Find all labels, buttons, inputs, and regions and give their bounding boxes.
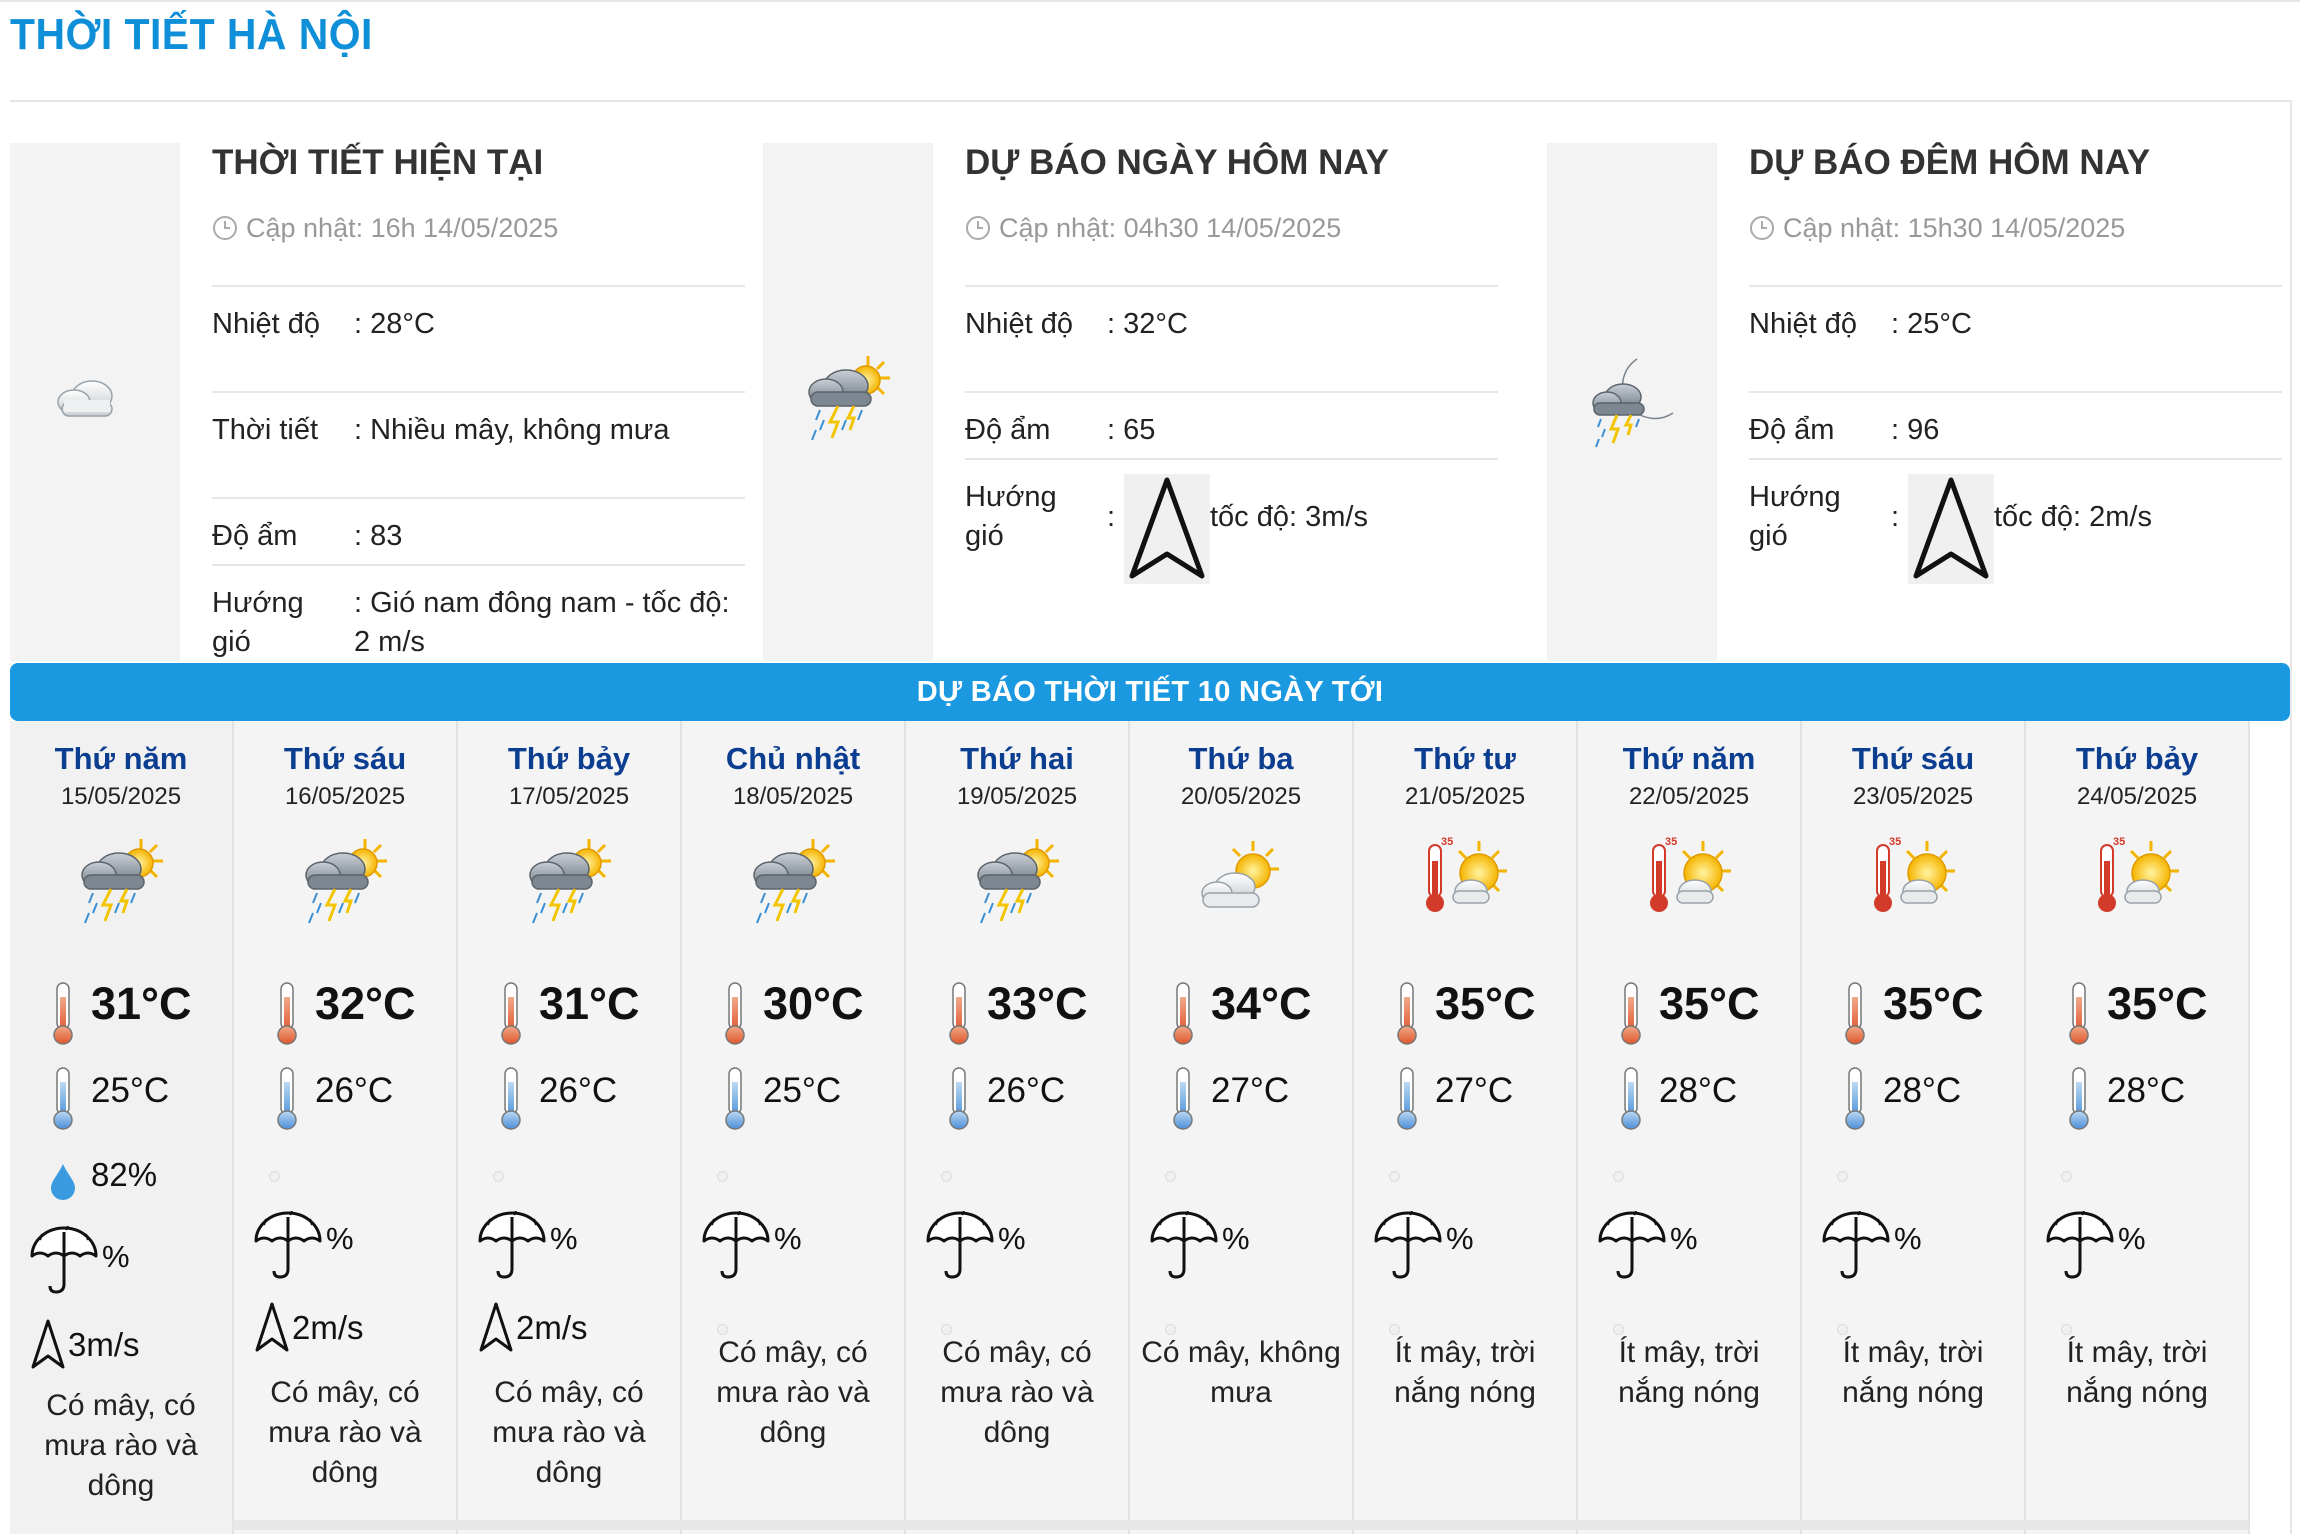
thermometer-high-icon bbox=[272, 981, 302, 1052]
page-title: THỜI TIẾT HÀ NỘI bbox=[10, 10, 373, 59]
svg-text:35: 35 bbox=[1889, 836, 1902, 848]
forecast-min-temp: 27°C bbox=[1211, 1071, 1290, 1110]
clock-icon bbox=[212, 215, 238, 241]
current-weather-card bbox=[10, 143, 745, 661]
forecast-max-temp: 35°C bbox=[1435, 978, 1536, 1029]
humidity-value: : 65 bbox=[1107, 414, 1156, 446]
forecast-date: 24/05/2025 bbox=[2076, 783, 2198, 810]
forecast-min-temp: 25°C bbox=[91, 1071, 170, 1110]
card-title: DỰ BÁO ĐÊM HÔM NAY bbox=[1749, 143, 2151, 182]
wind-row bbox=[965, 458, 1498, 600]
umbrella-icon bbox=[1372, 1211, 1444, 1286]
wind-direction-arrow-icon bbox=[1124, 474, 1210, 584]
forecast-day-column bbox=[682, 721, 906, 1534]
ten-day-forecast-banner: DỰ BÁO THỜI TIẾT 10 NGÀY TỚI bbox=[10, 663, 2290, 721]
forecast-day-name: Thứ tư bbox=[1414, 741, 1516, 776]
svg-text:35: 35 bbox=[1441, 836, 1454, 848]
current-weather-icon-panel bbox=[10, 143, 180, 661]
forecast-rain-chance: % bbox=[1446, 1221, 1474, 1256]
wind-direction-arrow-icon bbox=[478, 1301, 514, 1358]
forecast-rain-chance: % bbox=[1222, 1221, 1250, 1256]
humidity-label: Độ ẩm bbox=[965, 414, 1051, 446]
humidity-value: : 96 bbox=[1891, 414, 1940, 446]
thunderstorm-sun-icon bbox=[519, 831, 619, 931]
top-border bbox=[0, 0, 2300, 2]
forecast-max-temp: 35°C bbox=[1883, 978, 1984, 1029]
forecast-rain-chance: % bbox=[1670, 1221, 1698, 1256]
forecast-rain-chance: % bbox=[550, 1221, 578, 1256]
forecast-day-column bbox=[2026, 721, 2250, 1534]
thermometer-high-icon bbox=[1840, 981, 1870, 1052]
clock-icon bbox=[965, 215, 991, 241]
forecast-description: Ít mây, trời nắng nóng bbox=[2066, 1336, 2208, 1409]
forecast-min-temp: 28°C bbox=[2107, 1071, 2186, 1110]
forecast-day-name: Thứ sáu bbox=[283, 741, 407, 776]
wind-label: Hướng gió bbox=[1749, 481, 1841, 552]
tonight-forecast-card bbox=[1547, 143, 2290, 661]
humidity-row bbox=[965, 391, 1498, 460]
umbrella-icon bbox=[476, 1211, 548, 1286]
umbrella-icon bbox=[2044, 1211, 2116, 1286]
temperature-label: Nhiệt độ bbox=[965, 308, 1074, 340]
umbrella-icon bbox=[1148, 1211, 1220, 1286]
placeholder-dot bbox=[1165, 1171, 1176, 1182]
forecast-max-temp: 31°C bbox=[91, 978, 192, 1029]
condition-row bbox=[212, 391, 745, 499]
forecast-humidity: 82% bbox=[91, 1156, 158, 1193]
forecast-date: 20/05/2025 bbox=[1180, 783, 1302, 810]
forecast-date: 23/05/2025 bbox=[1852, 783, 1974, 810]
thermometer-high-icon bbox=[2064, 981, 2094, 1052]
hot-sun-icon bbox=[1863, 831, 1963, 931]
page-right-border bbox=[2290, 100, 2292, 1534]
forecast-date: 21/05/2025 bbox=[1404, 783, 1526, 810]
forecast-description: Có mây, có mưa rào và dông bbox=[716, 1336, 870, 1449]
forecast-day-name: Thứ năm bbox=[1622, 741, 1756, 776]
forecast-min-temp: 26°C bbox=[539, 1071, 618, 1110]
forecast-max-temp: 30°C bbox=[763, 978, 864, 1029]
humidity-value: : 83 bbox=[354, 520, 403, 552]
condition-value: : Nhiều mây, không mưa bbox=[354, 414, 670, 446]
umbrella-icon bbox=[1596, 1211, 1668, 1286]
umbrella-icon bbox=[28, 1226, 100, 1301]
thunderstorm-sun-icon bbox=[967, 831, 1067, 931]
wind-direction-arrow-icon bbox=[254, 1301, 290, 1358]
forecast-wind-speed: 2m/s bbox=[292, 1309, 364, 1346]
temperature-label: Nhiệt độ bbox=[212, 308, 321, 340]
cloudy-icon bbox=[52, 368, 122, 428]
clock-icon bbox=[1749, 215, 1775, 241]
thermometer-low-icon bbox=[272, 1066, 302, 1137]
forecast-description: Ít mây, trời nắng nóng bbox=[1618, 1336, 1760, 1409]
forecast-date: 22/05/2025 bbox=[1628, 783, 1750, 810]
thermometer-low-icon bbox=[1168, 1066, 1198, 1137]
update-time: Cập nhật: 16h 14/05/2025 bbox=[212, 213, 558, 244]
forecast-day-column bbox=[906, 721, 1130, 1534]
forecast-date: 17/05/2025 bbox=[508, 783, 630, 810]
tonight-icon-panel bbox=[1547, 143, 1717, 661]
forecast-day-name: Thứ bảy bbox=[2075, 741, 2199, 776]
forecast-min-temp: 28°C bbox=[1883, 1071, 1962, 1110]
forecast-day-name: Thứ sáu bbox=[1851, 741, 1975, 776]
thermometer-high-icon bbox=[1168, 981, 1198, 1052]
forecast-wind-speed: 2m/s bbox=[516, 1309, 588, 1346]
forecast-date: 18/05/2025 bbox=[732, 783, 854, 810]
forecast-max-temp: 32°C bbox=[315, 978, 416, 1029]
temperature-value: : 28°C bbox=[354, 308, 435, 340]
forecast-min-temp: 26°C bbox=[315, 1071, 394, 1110]
thermometer-low-icon bbox=[2064, 1066, 2094, 1137]
title-divider bbox=[10, 100, 2290, 102]
forecast-max-temp: 35°C bbox=[2107, 978, 2208, 1029]
umbrella-icon bbox=[1820, 1211, 1892, 1286]
thermometer-low-icon bbox=[1840, 1066, 1870, 1137]
humidity-row bbox=[1749, 391, 2282, 460]
forecast-rain-chance: % bbox=[2118, 1221, 2146, 1256]
thermometer-low-icon bbox=[1392, 1066, 1422, 1137]
humidity-label: Độ ẩm bbox=[1749, 414, 1835, 446]
forecast-description: Có mây, có mưa rào và dông bbox=[44, 1389, 198, 1502]
forecast-day-column bbox=[10, 721, 234, 1534]
card-title: DỰ BÁO NGÀY HÔM NAY bbox=[965, 143, 1389, 182]
temperature-value: : 32°C bbox=[1107, 308, 1188, 340]
wind-colon: : bbox=[1107, 501, 1116, 533]
forecast-date: 16/05/2025 bbox=[284, 783, 406, 810]
thunderstorm-sun-icon bbox=[295, 831, 395, 931]
thunderstorm-sun-icon bbox=[743, 831, 843, 931]
thermometer-high-icon bbox=[1616, 981, 1646, 1052]
humidity-row bbox=[212, 497, 745, 566]
umbrella-icon bbox=[924, 1211, 996, 1286]
thermometer-low-icon bbox=[496, 1066, 526, 1137]
forecast-description: Có mây, có mưa rào và dông bbox=[268, 1376, 422, 1489]
placeholder-dot bbox=[1613, 1171, 1624, 1182]
forecast-rain-chance: % bbox=[326, 1221, 354, 1256]
temperature-value: : 25°C bbox=[1891, 308, 1972, 340]
thermometer-low-icon bbox=[944, 1066, 974, 1137]
hot-sun-icon bbox=[1639, 831, 1739, 931]
placeholder-dot bbox=[2061, 1171, 2072, 1182]
placeholder-dot bbox=[941, 1171, 952, 1182]
forecast-rain-chance: % bbox=[998, 1221, 1026, 1256]
forecast-min-temp: 26°C bbox=[987, 1071, 1066, 1110]
placeholder-dot bbox=[269, 1171, 280, 1182]
thermometer-high-icon bbox=[944, 981, 974, 1052]
placeholder-dot bbox=[493, 1171, 504, 1182]
forecast-day-name: Thứ bảy bbox=[507, 741, 631, 776]
forecast-date: 15/05/2025 bbox=[60, 783, 182, 810]
cloud-sun-icon bbox=[1191, 831, 1291, 931]
thermometer-high-icon bbox=[48, 981, 78, 1052]
forecast-description: Ít mây, trời nắng nóng bbox=[1842, 1336, 1984, 1409]
temperature-label: Nhiệt độ bbox=[1749, 308, 1858, 340]
forecast-max-temp: 31°C bbox=[539, 978, 640, 1029]
forecast-max-temp: 34°C bbox=[1211, 978, 1312, 1029]
wind-speed-value: tốc độ: 3m/s bbox=[1210, 501, 1368, 533]
forecast-day-column bbox=[1578, 721, 1802, 1534]
forecast-rain-chance: % bbox=[102, 1239, 130, 1274]
thermometer-low-icon bbox=[1616, 1066, 1646, 1137]
wind-value: : Gió nam đông nam - tốc độ: 2 m/s bbox=[354, 587, 730, 658]
placeholder-dot bbox=[1837, 1171, 1848, 1182]
thermometer-high-icon bbox=[1392, 981, 1422, 1052]
thunderstorm-sun-icon bbox=[798, 348, 898, 448]
umbrella-icon bbox=[252, 1211, 324, 1286]
today-icon-panel bbox=[763, 143, 933, 661]
forecast-day-column bbox=[1802, 721, 2026, 1534]
forecast-rain-chance: % bbox=[774, 1221, 802, 1256]
placeholder-dot bbox=[717, 1171, 728, 1182]
card-title: THỜI TIẾT HIỆN TẠI bbox=[212, 143, 544, 182]
wind-direction-arrow-icon bbox=[1908, 474, 1994, 584]
forecast-description: Ít mây, trời nắng nóng bbox=[1394, 1336, 1536, 1409]
forecast-min-temp: 28°C bbox=[1659, 1071, 1738, 1110]
wind-direction-arrow-icon bbox=[30, 1318, 66, 1375]
forecast-min-temp: 27°C bbox=[1435, 1071, 1514, 1110]
bottom-divider bbox=[233, 1520, 2248, 1530]
forecast-day-name: Thứ năm bbox=[54, 741, 188, 776]
forecast-day-column bbox=[1130, 721, 1354, 1534]
wind-colon: : bbox=[1891, 501, 1900, 533]
forecast-description: Có mây, có mưa rào và dông bbox=[492, 1376, 646, 1489]
forecast-date: 19/05/2025 bbox=[956, 783, 1078, 810]
humidity-drop-icon bbox=[48, 1161, 78, 1206]
forecast-day-name: Thứ hai bbox=[960, 741, 1074, 776]
forecast-min-temp: 25°C bbox=[763, 1071, 842, 1110]
wind-speed-value: tốc độ: 2m/s bbox=[1994, 501, 2152, 533]
thermometer-low-icon bbox=[48, 1066, 78, 1137]
forecast-day-name: Chủ nhật bbox=[725, 741, 861, 776]
forecast-rain-chance: % bbox=[1894, 1221, 1922, 1256]
placeholder-dot bbox=[1389, 1171, 1400, 1182]
condition-label: Thời tiết bbox=[212, 414, 319, 446]
night-thunderstorm-icon bbox=[1587, 353, 1677, 453]
hot-sun-icon bbox=[1415, 831, 1515, 931]
hot-sun-icon bbox=[2087, 831, 2187, 931]
forecast-wind-speed: 3m/s bbox=[68, 1326, 140, 1363]
temperature-row bbox=[965, 285, 1498, 393]
svg-text:35: 35 bbox=[2113, 836, 2126, 848]
forecast-max-temp: 33°C bbox=[987, 978, 1088, 1029]
svg-text:35: 35 bbox=[1665, 836, 1678, 848]
today-forecast-card bbox=[763, 143, 1508, 661]
temperature-row bbox=[1749, 285, 2282, 393]
ten-day-forecast-grid bbox=[10, 721, 2248, 1534]
thunderstorm-sun-icon bbox=[71, 831, 171, 931]
temperature-row bbox=[212, 285, 745, 393]
forecast-day-column bbox=[234, 721, 458, 1534]
forecast-description: Có mây, không mưa bbox=[1141, 1336, 1341, 1409]
umbrella-icon bbox=[700, 1211, 772, 1286]
forecast-day-name: Thứ ba bbox=[1188, 741, 1294, 776]
forecast-day-column bbox=[1354, 721, 1578, 1534]
wind-label: Hướng gió bbox=[212, 587, 304, 658]
thermometer-high-icon bbox=[720, 981, 750, 1052]
thermometer-low-icon bbox=[720, 1066, 750, 1137]
humidity-label: Độ ẩm bbox=[212, 520, 298, 552]
wind-row bbox=[212, 564, 745, 663]
forecast-max-temp: 35°C bbox=[1659, 978, 1760, 1029]
wind-row bbox=[1749, 458, 2282, 600]
forecast-description: Có mây, có mưa rào và dông bbox=[940, 1336, 1094, 1449]
thermometer-high-icon bbox=[496, 981, 526, 1052]
update-time: Cập nhật: 04h30 14/05/2025 bbox=[965, 213, 1341, 244]
forecast-day-column bbox=[458, 721, 682, 1534]
update-time: Cập nhật: 15h30 14/05/2025 bbox=[1749, 213, 2125, 244]
wind-label: Hướng gió bbox=[965, 481, 1057, 552]
